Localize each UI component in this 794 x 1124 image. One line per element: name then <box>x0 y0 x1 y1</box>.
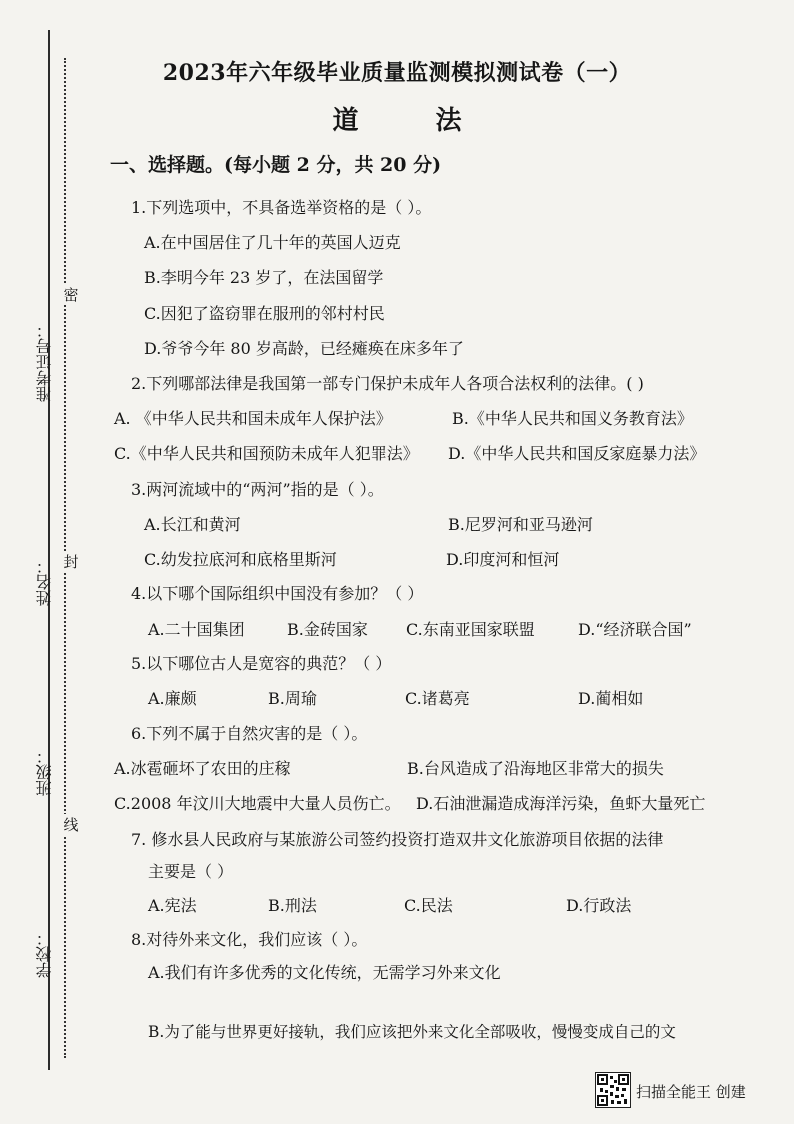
q1-option-c: C.因犯了盗窃罪在服刑的邻村村民 <box>144 304 385 323</box>
q5-option-a: A.廉颇 <box>148 689 197 708</box>
margin-solid-line <box>48 30 50 1070</box>
q6-option-c: C.2008 年汶川大地震中大量人员伤亡。 <box>114 794 401 813</box>
qr-code-icon <box>595 1072 631 1108</box>
q5-stem: 5.以下哪位古人是宽容的典范？（ ） <box>131 654 392 673</box>
side-label-class: 班级： <box>35 748 54 796</box>
seal-char-xian: 线 <box>63 816 79 834</box>
q6-option-d: D.石油泄漏造成海洋污染，鱼虾大量死亡 <box>416 794 706 813</box>
q8-option-a: A.我们有许多优秀的文化传统，无需学习外来文化 <box>148 963 501 982</box>
q2-option-c: C.《中华人民共和国预防未成年人犯罪法》 <box>114 444 419 463</box>
q7-option-a: A.宪法 <box>148 896 197 915</box>
seal-char-feng: 封 <box>63 553 79 571</box>
seal-char-mi: 密 <box>63 286 79 304</box>
subject-char-1: 道 <box>332 106 359 136</box>
q2-option-b: B.《中华人民共和国义务教育法》 <box>452 409 693 428</box>
q4-option-d: D.“经济联合国” <box>578 620 692 639</box>
scanner-watermark-text: 扫描全能王 创建 <box>636 1083 746 1101</box>
q4-stem: 4.以下哪个国际组织中国没有参加？（ ） <box>131 584 424 603</box>
q5-option-d: D.蔺相如 <box>578 689 644 708</box>
side-label-school: 学校： <box>35 930 54 978</box>
exam-title: 2023年六年级毕业质量监测模拟测试卷（一） <box>162 60 632 86</box>
side-label-exam-number: 准考证号： <box>35 322 54 402</box>
q3-option-c: C.幼发拉底河和底格里斯河 <box>144 550 337 569</box>
q4-option-b: B.金砖国家 <box>287 620 368 639</box>
q7-option-b: B.刑法 <box>268 896 317 915</box>
subject-title <box>0 100 794 137</box>
q3-option-a: A.长江和黄河 <box>144 515 241 534</box>
q1-option-a: A.在中国居住了几十年的英国人迈克 <box>144 233 401 252</box>
q2-option-d: D.《中华人民共和国反家庭暴力法》 <box>448 444 706 463</box>
q6-option-b: B.台风造成了沿海地区非常大的损失 <box>407 759 664 778</box>
q4-option-c: C.东南亚国家联盟 <box>406 620 535 639</box>
q8-stem: 8.对待外来文化，我们应该（ ）。 <box>131 930 368 949</box>
q6-option-a: A.冰雹砸坏了农田的庄稼 <box>114 759 291 778</box>
q3-stem: 3.两河流域中的“两河”指的是（ ）。 <box>131 480 384 499</box>
side-label-name: 姓名： <box>35 558 54 606</box>
q2-option-a: A. 《中华人民共和国未成年人保护法》 <box>114 409 392 428</box>
q1-option-d: D.爷爷今年 80 岁高龄，已经瘫痪在床多年了 <box>144 339 464 358</box>
q1-option-b: B.李明今年 23 岁了，在法国留学 <box>144 268 384 287</box>
q8-option-b: B.为了能与世界更好接轨，我们应该把外来文化全部吸收，慢慢变成自己的文 <box>148 1023 676 1041</box>
q6-stem: 6.下列不属于自然灾害的是（ ）。 <box>131 724 368 743</box>
q3-option-b: B.尼罗河和亚马逊河 <box>448 515 593 534</box>
q4-option-a: A.二十国集团 <box>148 620 245 639</box>
q7-stem: 7. 修水县人民政府与某旅游公司签约投资打造双井文化旅游项目依据的法律 <box>131 830 664 849</box>
q3-option-d: D.印度河和恒河 <box>446 550 560 569</box>
q7-option-d: D.行政法 <box>566 896 632 915</box>
section-heading: 一、选择题。(每小题 2 分，共 20 分) <box>110 154 442 176</box>
q7-stem-continued: 主要是（ ） <box>148 862 234 881</box>
q5-option-b: B.周瑜 <box>268 689 317 708</box>
q2-stem: 2.下列哪部法律是我国第一部专门保护未成年人各项合法权利的法律。( ) <box>131 374 644 393</box>
q1-stem: 1.下列选项中，不具备选举资格的是（ ）。 <box>131 198 432 217</box>
subject-char-2: 法 <box>435 106 462 136</box>
q5-option-c: C.诸葛亮 <box>405 689 470 708</box>
q7-option-c: C.民法 <box>404 896 453 915</box>
